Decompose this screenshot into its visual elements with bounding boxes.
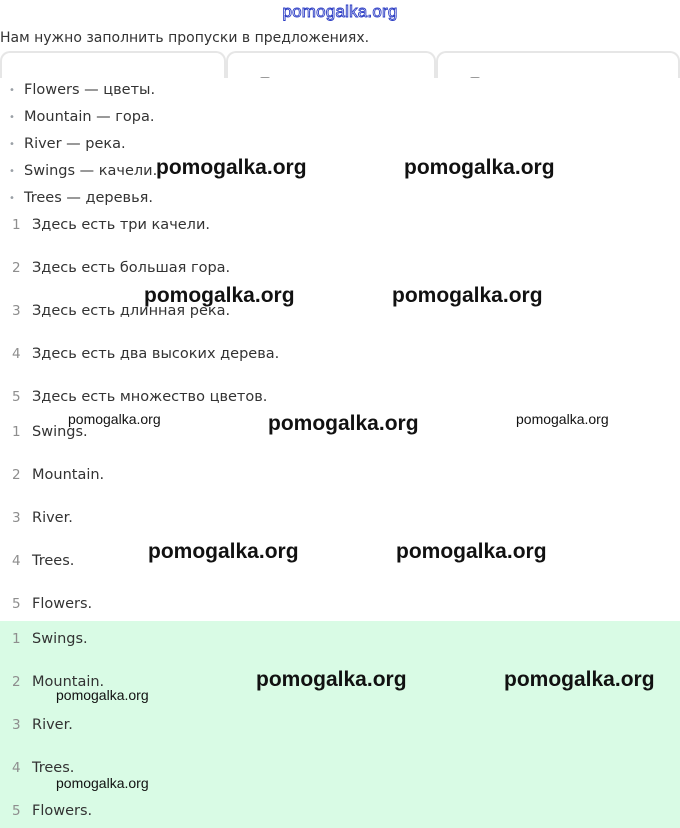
answer-text: Swings. (32, 631, 88, 647)
item-number: 3 (12, 510, 21, 526)
list-item (0, 463, 104, 487)
item-number: 2 (12, 467, 21, 483)
item-number: 2 (12, 674, 21, 690)
item-number: 1 (12, 424, 21, 440)
watermark: pomogalka.org (516, 411, 609, 427)
bullet-icon: • (9, 165, 15, 177)
sentence-text: Здесь есть три качели. (32, 217, 210, 233)
answer-text: Trees. (32, 760, 75, 776)
watermark: pomogalka.org (268, 412, 419, 435)
item-number: 2 (12, 260, 21, 276)
item-number: 3 (12, 303, 21, 319)
tab-bar (0, 51, 680, 81)
list-item (0, 132, 126, 156)
watermark: pomogalka.org (56, 775, 149, 791)
list-item (0, 186, 153, 210)
bullet-icon: • (9, 111, 15, 123)
item-number: 1 (12, 631, 21, 647)
item-number: 1 (12, 217, 21, 233)
intro-text: Нам нужно заполнить пропуски в предложениях. (0, 30, 370, 46)
watermark: pomogalka.org (144, 284, 295, 307)
sentence-text: Здесь есть большая гора. (32, 260, 231, 276)
list-item (0, 78, 155, 102)
answer-text: Mountain. (32, 674, 105, 690)
vocabulary-list (0, 78, 680, 213)
item-number: 4 (12, 553, 21, 569)
watermark: pomogalka.org (396, 540, 547, 563)
list-item (0, 213, 210, 237)
list-item (0, 506, 73, 530)
answer-text: River. (32, 510, 73, 526)
list-item (0, 159, 157, 183)
list-item (0, 713, 73, 737)
list-item (0, 105, 154, 129)
tab-3[interactable] (436, 51, 680, 81)
watermark: pomogalka.org (256, 668, 407, 691)
bullet-icon: • (9, 84, 15, 96)
list-item (0, 627, 88, 651)
answer-text: Flowers. (32, 803, 93, 819)
watermark: pomogalka.org (404, 156, 555, 179)
answer-text: Flowers. (32, 596, 93, 612)
sentence-text: Здесь есть два высоких дерева. (32, 346, 280, 362)
answer-text: Swings. (32, 424, 88, 440)
watermark: pomogalka.org (504, 668, 655, 691)
vocab-text: Flowers — цветы. (24, 82, 156, 98)
vocab-text: Swings — качели. (24, 163, 158, 179)
site-logo[interactable]: pomogalka.org (282, 2, 398, 21)
watermark: pomogalka.org (148, 540, 299, 563)
answer-text: Trees. (32, 553, 75, 569)
bullet-icon: • (9, 138, 15, 150)
list-item (0, 799, 92, 823)
tab-2[interactable] (226, 51, 436, 81)
sentence-text: Здесь есть множество цветов. (32, 389, 268, 405)
item-number: 5 (12, 596, 21, 612)
list-item (0, 342, 279, 366)
item-number: 4 (12, 346, 21, 362)
watermark: pomogalka.org (156, 156, 307, 179)
answers-list (0, 420, 680, 620)
list-item (0, 549, 74, 573)
sentence-text: Здесь есть длинная река. (32, 303, 231, 319)
russian-sentences-list (0, 213, 680, 413)
list-item (0, 256, 230, 280)
bullet-icon: • (9, 192, 15, 204)
vocab-text: Trees — деревья. (24, 190, 153, 206)
final-answers-block (0, 621, 680, 828)
vocab-text: River — река. (24, 136, 126, 152)
list-item (0, 385, 267, 409)
item-number: 3 (12, 717, 21, 733)
vocab-text: Mountain — гора. (24, 109, 155, 125)
watermark: pomogalka.org (392, 284, 543, 307)
item-number: 5 (12, 389, 21, 405)
watermark: pomogalka.org (68, 411, 161, 427)
list-item (0, 592, 92, 616)
answer-text: Mountain. (32, 467, 105, 483)
item-number: 4 (12, 760, 21, 776)
tab-1[interactable] (0, 51, 226, 81)
item-number: 5 (12, 803, 21, 819)
watermark: pomogalka.org (56, 687, 149, 703)
answer-text: River. (32, 717, 73, 733)
